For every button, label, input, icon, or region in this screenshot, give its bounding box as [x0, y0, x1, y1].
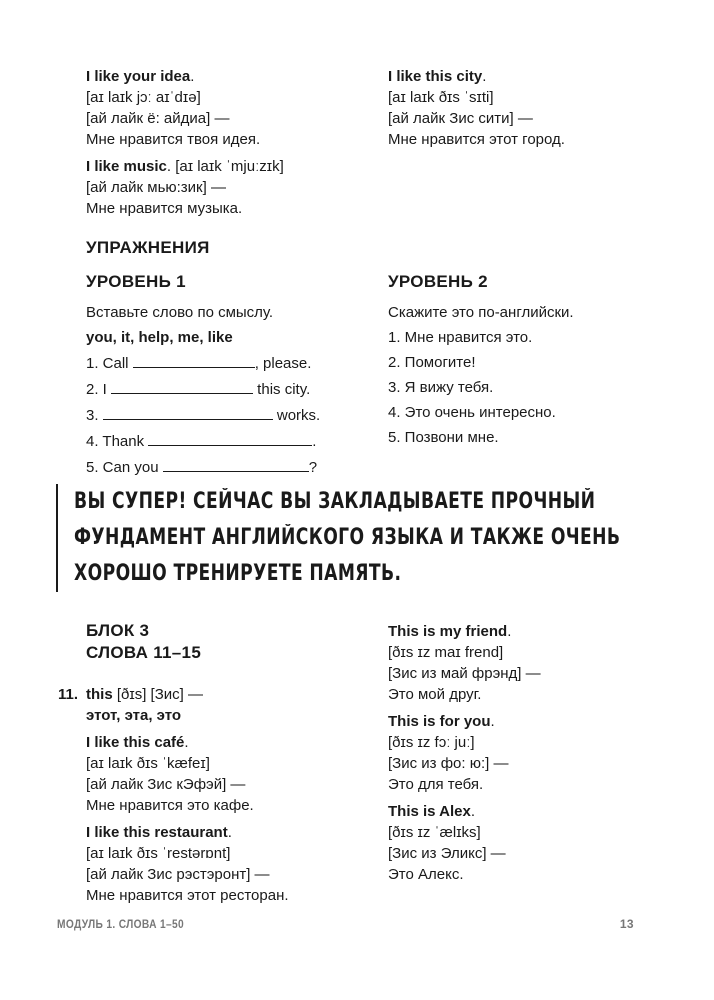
- footer-module: МОДУЛЬ 1. СЛОВА 1–50: [57, 917, 185, 931]
- line-text: [ðɪs ɪz fɔː juː]: [388, 734, 475, 751]
- callout-line: ФУНДАМЕНТ АНГЛИЙСКОГО ЯЗЫКА И ТАКЖЕ ОЧЕНЬ: [74, 525, 621, 550]
- example-line: [388, 774, 648, 795]
- line-tail: .: [227, 824, 232, 841]
- example-line: [388, 108, 648, 129]
- example-line: [388, 732, 648, 753]
- block-title: БЛОК 3: [86, 621, 150, 640]
- bottom-right-entries: [388, 621, 648, 891]
- line-text: Мне нравится этот ресторан.: [86, 887, 289, 904]
- example-line: [388, 663, 648, 684]
- example-line: [388, 87, 648, 108]
- line-text: [Зис из май фрэнд] —: [388, 665, 541, 682]
- exercises-title: УПРАЖНЕНИЯ: [86, 238, 210, 257]
- example-line: [86, 774, 376, 795]
- word-headword: this: [86, 686, 113, 703]
- line-text: [ай лайк ё: айдиа] —: [86, 110, 230, 127]
- line-text: [aɪ laɪk ðɪs ˈrestərɒnt]: [86, 845, 231, 862]
- item-text: .: [312, 433, 317, 450]
- callout-line: ХОРОШО ТРЕНИРУЕТЕ ПАМЯТЬ.: [74, 561, 402, 586]
- example-line: [86, 87, 366, 108]
- line-text: [ðɪs ɪz ˈælɪks]: [388, 824, 481, 841]
- answer-blank[interactable]: [163, 456, 309, 472]
- example-line: [388, 864, 648, 885]
- example-line: [388, 843, 648, 864]
- level1-item: [86, 378, 366, 400]
- top-right-entries: [388, 66, 648, 156]
- answer-blank[interactable]: [133, 352, 255, 368]
- level2-item: 4. Это очень интересно.: [388, 404, 556, 421]
- level2-item: 3. Я вижу тебя.: [388, 379, 494, 396]
- callout-line: ВЫ СУПЕР! СЕЙЧАС ВЫ ЗАКЛАДЫВАЕТЕ ПРОЧНЫЙ: [74, 489, 596, 514]
- item-text: ?: [308, 459, 318, 476]
- line-tail: .: [184, 734, 189, 751]
- item-text: , please.: [254, 355, 312, 372]
- example-line: [388, 822, 648, 843]
- line-text: Мне нравится музыка.: [86, 200, 243, 217]
- line-text: Это для тебя.: [388, 776, 484, 793]
- line-tail: .: [482, 68, 487, 85]
- line-text: [ðɪs ɪz maɪ frend]: [388, 644, 504, 661]
- line-text: [ай лайк Зис рэстэронт] —: [86, 866, 270, 883]
- item-text: 4. Thank: [86, 433, 149, 450]
- example-sentence: [86, 66, 366, 87]
- line-text: [Зис из фо: ю:] —: [388, 755, 509, 772]
- item-text: 2. I: [86, 381, 112, 398]
- bottom-left-entries: [86, 732, 376, 906]
- level2-item: 2. Помогите!: [388, 354, 476, 371]
- example-line: [388, 129, 648, 150]
- block-subtitle: СЛОВА 11–15: [86, 643, 202, 662]
- line-text: [aɪ laɪk ðɪs ˈkæfeɪ]: [86, 755, 210, 772]
- example-block: [86, 66, 366, 150]
- example-line: [86, 885, 376, 906]
- block-header: [86, 620, 366, 664]
- level2-section: [388, 271, 648, 452]
- level1-item: [86, 430, 366, 452]
- example-line: [86, 795, 376, 816]
- example-line: [86, 177, 366, 198]
- example-sentence: [388, 801, 648, 822]
- level2-item: 1. Мне нравится это.: [388, 329, 533, 346]
- line-text: I like your idea: [86, 68, 191, 85]
- motivation-callout: [56, 484, 676, 592]
- example-sentence: [388, 711, 648, 732]
- example-block: [388, 711, 648, 795]
- line-text: I like this city: [388, 68, 483, 85]
- example-line: [86, 864, 376, 885]
- line-text: Мне нравится твоя идея.: [86, 131, 261, 148]
- answer-blank[interactable]: [111, 378, 253, 394]
- example-block: [86, 156, 366, 219]
- level1-items: [86, 352, 366, 478]
- example-line: [86, 129, 366, 150]
- example-block: [388, 621, 648, 705]
- answer-blank[interactable]: [103, 404, 273, 420]
- example-sentence: [388, 66, 648, 87]
- top-left-entries: [86, 66, 366, 225]
- level2-items: [388, 327, 648, 448]
- item-text: 3.: [86, 407, 103, 424]
- example-line: [388, 684, 648, 705]
- line-text: Это Алекс.: [388, 866, 464, 883]
- level1-instruction: Вставьте слово по смыслу.: [86, 304, 274, 321]
- word-number: 11.: [58, 686, 79, 703]
- level1-title: УРОВЕНЬ 1: [86, 272, 186, 291]
- line-text: This is Alex: [388, 803, 471, 820]
- word-translation: этот, эта, это: [86, 707, 182, 724]
- line-text: Мне нравится это кафе.: [86, 797, 254, 814]
- level1-word-list: you, it, help, me, like: [86, 329, 233, 346]
- level2-item: 5. Позвони мне.: [388, 429, 499, 446]
- example-block: [388, 801, 648, 885]
- example-block: [86, 822, 376, 906]
- word-transcription: [ðɪs] [Зис] —: [112, 686, 203, 703]
- line-tail: .: [507, 623, 512, 640]
- exercises-section: [86, 237, 366, 482]
- example-sentence: [86, 156, 366, 177]
- answer-blank[interactable]: [148, 430, 312, 446]
- level1-item: [86, 404, 366, 426]
- level2-title: УРОВЕНЬ 2: [388, 272, 488, 291]
- example-line: [388, 753, 648, 774]
- level1-item: [86, 456, 366, 478]
- line-tail: .: [190, 68, 195, 85]
- line-tail: .: [470, 803, 475, 820]
- example-line: [388, 642, 648, 663]
- line-tail: . [aɪ laɪk ˈmjuːzɪk]: [166, 158, 284, 175]
- item-text: 1. Call: [86, 355, 133, 372]
- page-number: 13: [619, 917, 634, 931]
- item-text: 5. Can you: [86, 459, 163, 476]
- example-line: [86, 753, 376, 774]
- example-sentence: [388, 621, 648, 642]
- item-text: works.: [272, 407, 321, 424]
- example-line: [86, 198, 366, 219]
- example-block: [86, 732, 376, 816]
- line-text: Это мой друг.: [388, 686, 482, 703]
- item-text: this city.: [253, 381, 311, 398]
- line-text: [ай лайк мью:зик] —: [86, 179, 226, 196]
- line-text: This is my friend: [388, 623, 508, 640]
- line-text: [ай лайк Зис кЭфэй] —: [86, 776, 246, 793]
- example-sentence: [86, 732, 376, 753]
- example-line: [86, 843, 376, 864]
- line-text: I like this café: [86, 734, 185, 751]
- line-text: [Зис из Эликс] —: [388, 845, 506, 862]
- example-sentence: [86, 822, 376, 843]
- example-line: [86, 108, 366, 129]
- level1-item: [86, 352, 366, 374]
- line-text: I like this restaurant: [86, 824, 228, 841]
- example-block: [388, 66, 648, 150]
- line-text: This is for you: [388, 713, 491, 730]
- line-text: I like music: [86, 158, 167, 175]
- line-text: [ай лайк Зис сити] —: [388, 110, 533, 127]
- line-text: [aɪ laɪk ðɪs ˈsɪti]: [388, 89, 494, 106]
- level2-instruction: Скажите это по-английски.: [388, 304, 574, 321]
- line-tail: .: [490, 713, 495, 730]
- line-text: [aɪ laɪk jɔː aɪˈdɪə]: [86, 89, 201, 106]
- line-text: Мне нравится этот город.: [388, 131, 565, 148]
